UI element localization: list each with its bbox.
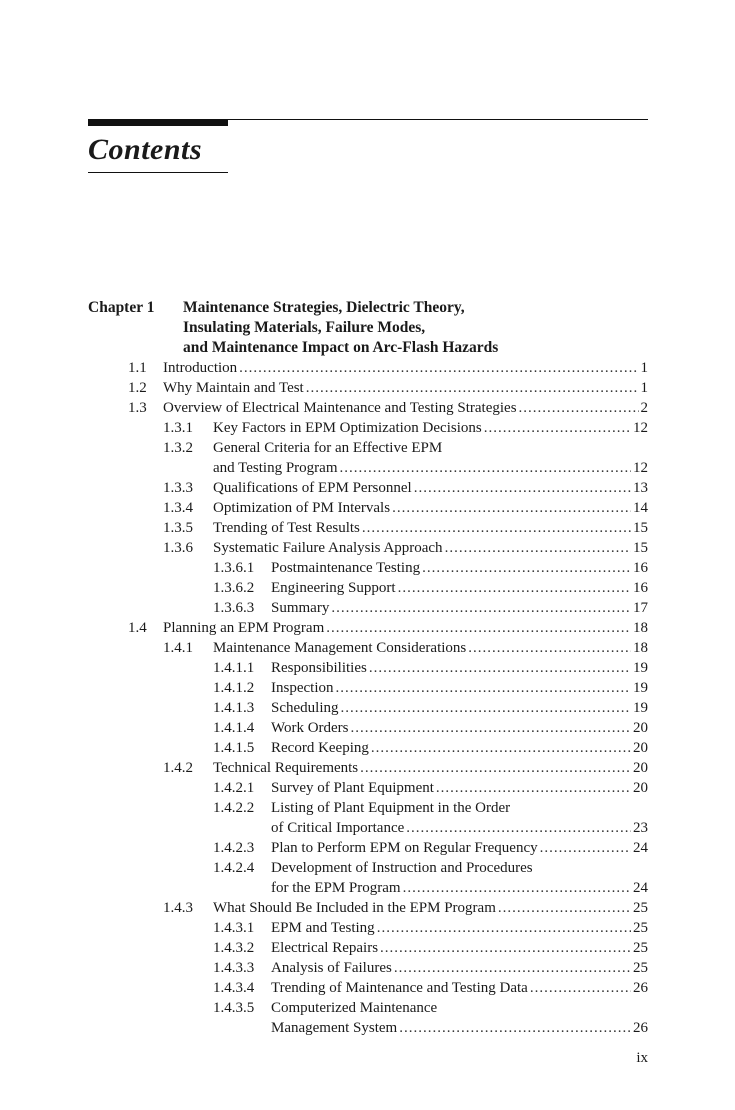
toc-entry-number: 1.4.2.3 — [213, 840, 255, 856]
toc-entry[interactable] — [0, 418, 735, 438]
toc-entry-page[interactable]: 16 — [633, 560, 648, 576]
toc-entry-title[interactable]: Trending of Test Results — [213, 520, 360, 536]
dot-leader — [399, 1018, 631, 1038]
toc-entry-title[interactable]: Responsibilities — [271, 660, 367, 676]
toc-entry[interactable] — [0, 1018, 735, 1038]
title-underline — [88, 172, 228, 173]
toc-entry-number: 1.4.3.4 — [213, 980, 255, 996]
toc-entry-line — [213, 758, 648, 778]
toc-entry-page[interactable]: 24 — [633, 880, 648, 896]
dot-leader — [360, 758, 631, 778]
toc-entry[interactable] — [0, 738, 735, 758]
dot-leader — [394, 958, 631, 978]
dot-leader — [306, 378, 639, 398]
dot-leader — [362, 518, 631, 538]
toc-entry[interactable] — [0, 778, 735, 798]
dot-leader — [484, 418, 631, 438]
toc-entry[interactable] — [0, 698, 735, 718]
toc-entry-page[interactable]: 24 — [633, 840, 648, 856]
toc-entry-page[interactable]: 12 — [633, 460, 648, 476]
dot-leader — [468, 638, 631, 658]
toc-entry-line — [163, 378, 648, 398]
top-rule-accent — [88, 119, 228, 126]
toc-entry[interactable] — [0, 558, 735, 578]
toc-entry[interactable] — [0, 898, 735, 918]
toc-entry-page[interactable]: 18 — [633, 640, 648, 656]
toc-entry-number: 1.4.3.5 — [213, 1000, 255, 1016]
toc-entry-title[interactable]: Scheduling — [271, 700, 339, 716]
toc-entry-line — [271, 978, 648, 998]
chapter-title-line: Maintenance Strategies, Dielectric Theory, — [183, 299, 465, 316]
dot-leader — [239, 358, 638, 378]
toc-entry-page[interactable]: 19 — [633, 680, 648, 696]
toc-entry[interactable] — [0, 518, 735, 538]
toc-entry-line — [213, 518, 648, 538]
dot-leader — [380, 938, 631, 958]
toc-entry-number: 1.4.2.2 — [213, 800, 255, 816]
toc-entry[interactable] — [0, 438, 735, 458]
toc-entry-line — [213, 418, 648, 438]
toc-entry-number: 1.4.3 — [163, 900, 193, 916]
toc-entry-page[interactable]: 25 — [633, 900, 648, 916]
toc-entry[interactable] — [0, 758, 735, 778]
toc-entry-title[interactable]: Optimization of PM Intervals — [213, 500, 391, 516]
toc-entry-line — [271, 938, 648, 958]
toc-entry-number: 1.3.6.3 — [213, 600, 255, 616]
dot-leader — [436, 778, 631, 798]
dot-leader — [341, 698, 632, 718]
toc-entry[interactable] — [0, 498, 735, 518]
toc-entry-line — [213, 458, 648, 478]
toc-entry[interactable] — [0, 678, 735, 698]
dot-leader — [335, 678, 631, 698]
toc-entry-number: 1.4.2 — [163, 760, 193, 776]
toc-entry-number: 1.4.2.4 — [213, 860, 255, 876]
toc-entry[interactable] — [0, 998, 735, 1018]
toc-entry-page[interactable]: 14 — [633, 500, 648, 516]
toc-entry-number: 1.4 — [128, 620, 147, 636]
toc-entry-line — [271, 838, 648, 858]
toc-entry-line — [213, 638, 648, 658]
toc-entry-title[interactable]: Listing of Plant Equipment in the Order — [271, 800, 511, 816]
toc-entry[interactable] — [0, 398, 735, 418]
toc-entry[interactable] — [0, 958, 735, 978]
toc-entry-title[interactable]: Electrical Repairs — [271, 940, 379, 956]
toc-entry[interactable] — [0, 718, 735, 738]
toc-entry-line — [271, 698, 648, 718]
toc-entry[interactable] — [0, 618, 735, 638]
toc-entry[interactable] — [0, 378, 735, 398]
toc-entry-number: 1.3.6 — [163, 540, 193, 556]
toc-entry-title[interactable]: Summary — [271, 600, 330, 616]
dot-leader — [369, 658, 631, 678]
dot-leader — [422, 558, 631, 578]
toc-entry-title[interactable]: General Criteria for an Effective EPM — [213, 440, 443, 456]
toc-entry-page[interactable]: 20 — [633, 720, 648, 736]
toc-entry-title[interactable]: What Should Be Included in the EPM Program — [213, 900, 496, 916]
dot-leader — [445, 538, 631, 558]
toc-entry-title[interactable]: Planning an EPM Program — [163, 620, 325, 636]
toc-entry-page[interactable]: 2 — [640, 400, 648, 416]
toc-entry-number: 1.4.3.3 — [213, 960, 255, 976]
dot-leader — [371, 738, 631, 758]
toc-entry-page[interactable]: 26 — [633, 980, 648, 996]
dot-leader — [392, 498, 631, 518]
toc-entry-title[interactable]: Analysis of Failures — [271, 960, 392, 976]
toc-entry-number: 1.3.6.2 — [213, 580, 255, 596]
toc-entry-page[interactable]: 25 — [633, 920, 648, 936]
toc-entry-page[interactable]: 17 — [633, 600, 648, 616]
toc-entry-title[interactable]: Overview of Electrical Maintenance and Testing Strategies — [163, 400, 517, 416]
toc-entry-line — [271, 558, 648, 578]
toc-entry-number: 1.4.3.1 — [213, 920, 255, 936]
toc-entry-line — [271, 598, 648, 618]
toc-entry-line — [271, 878, 648, 898]
toc-entry-page[interactable]: 19 — [633, 700, 648, 716]
toc-entry[interactable] — [0, 458, 735, 478]
toc-entry-page[interactable]: 25 — [633, 940, 648, 956]
toc-entry-title[interactable]: Development of Instruction and Procedures — [271, 860, 533, 876]
toc-entry-line — [271, 918, 648, 938]
chapter-title-line: and Maintenance Impact on Arc-Flash Hazards — [183, 339, 499, 356]
toc-entry-number: 1.4.2.1 — [213, 780, 255, 796]
toc-entry-number: 1.3 — [128, 400, 147, 416]
toc-entry-number: 1.3.2 — [163, 440, 193, 456]
toc-entry[interactable] — [0, 798, 735, 818]
toc-entry[interactable] — [0, 838, 735, 858]
toc-entry-number: 1.1 — [128, 360, 147, 376]
dot-leader — [351, 718, 631, 738]
chapter-title — [183, 298, 623, 358]
toc-entry-number: 1.4.1.3 — [213, 700, 255, 716]
page-number: ix — [636, 1050, 648, 1066]
toc-entry-title[interactable]: Trending of Maintenance and Testing Data — [271, 980, 528, 996]
toc-entry-page[interactable]: 12 — [633, 420, 648, 436]
toc-entry-line — [213, 898, 648, 918]
toc-entry-line — [271, 738, 648, 758]
toc-entry-title[interactable]: Record Keeping — [271, 740, 369, 756]
dot-leader — [326, 618, 631, 638]
toc-entry-page[interactable]: 20 — [633, 740, 648, 756]
toc-entry[interactable] — [0, 478, 735, 498]
dot-leader — [398, 578, 631, 598]
toc-entry-line — [163, 398, 648, 418]
toc-entry-line — [271, 678, 648, 698]
toc-entry-line — [271, 818, 648, 838]
toc-entry-page[interactable]: 26 — [633, 1020, 648, 1036]
toc-entry-title[interactable]: Work Orders — [271, 720, 349, 736]
toc-entry-number: 1.4.1 — [163, 640, 193, 656]
toc-entry-number: 1.4.1.2 — [213, 680, 255, 696]
toc-entry[interactable] — [0, 598, 735, 618]
chapter-label: Chapter 1 — [88, 299, 155, 316]
dot-leader — [414, 478, 631, 498]
dot-leader — [519, 398, 639, 418]
toc-entry-title[interactable]: of Critical Importance — [271, 820, 405, 836]
chapter-title-line: Insulating Materials, Failure Modes, — [183, 319, 426, 336]
toc-entry-page[interactable]: 20 — [633, 760, 648, 776]
toc-entry[interactable] — [0, 978, 735, 998]
toc-entry-title[interactable]: Why Maintain and Test — [163, 380, 304, 396]
toc-entry-line — [213, 538, 648, 558]
toc-entry-line — [163, 618, 648, 638]
dot-leader — [403, 878, 631, 898]
toc-entry-number: 1.4.1.1 — [213, 660, 255, 676]
toc-entry[interactable] — [0, 538, 735, 558]
dot-leader — [540, 838, 631, 858]
toc-entry-title[interactable]: Postmaintenance Testing — [271, 560, 421, 576]
toc-entry-number: 1.3.3 — [163, 480, 193, 496]
toc-entry-number: 1.4.1.4 — [213, 720, 255, 736]
toc-entry-title[interactable]: Management System — [271, 1020, 398, 1036]
toc-entry-title[interactable]: Inspection — [271, 680, 334, 696]
toc-entry-title[interactable]: Systematic Failure Analysis Approach — [213, 540, 443, 556]
toc-entry-line — [271, 1018, 648, 1038]
toc-entry-page[interactable]: 15 — [633, 520, 648, 536]
toc-entry-title[interactable]: Survey of Plant Equipment — [271, 780, 434, 796]
toc-entry-number: 1.2 — [128, 380, 147, 396]
toc-entry-title[interactable]: EPM and Testing — [271, 920, 375, 936]
dot-leader — [406, 818, 631, 838]
toc-entry-title[interactable]: Maintenance Management Considerations — [213, 640, 467, 656]
toc-entry-number: 1.3.4 — [163, 500, 193, 516]
toc-entry-page[interactable]: 15 — [633, 540, 648, 556]
toc-entry-page[interactable]: 13 — [633, 480, 648, 496]
toc-entry[interactable] — [0, 938, 735, 958]
toc-entry-line — [271, 658, 648, 678]
toc-entry-title[interactable]: Engineering Support — [271, 580, 396, 596]
toc-entry-title[interactable]: Technical Requirements — [213, 760, 359, 776]
toc-entry-title[interactable]: for the EPM Program — [271, 880, 401, 896]
toc-entry-number: 1.4.1.5 — [213, 740, 255, 756]
toc-entry-page[interactable]: 1 — [640, 380, 648, 396]
toc-entry-page[interactable]: 23 — [633, 820, 648, 836]
toc-entry-title[interactable]: Plan to Perform EPM on Regular Frequency — [271, 840, 538, 856]
toc-entry[interactable] — [0, 878, 735, 898]
toc-entry-page[interactable]: 1 — [640, 360, 648, 376]
toc-entry-number: 1.3.1 — [163, 420, 193, 436]
toc-entry-title[interactable]: Introduction — [163, 360, 238, 376]
page-title: Contents — [88, 133, 203, 166]
toc-entry-line — [271, 958, 648, 978]
toc-entry-line — [271, 578, 648, 598]
toc-entry-page[interactable]: 16 — [633, 580, 648, 596]
toc-entry-number: 1.3.5 — [163, 520, 193, 536]
toc-entry-number: 1.3.6.1 — [213, 560, 255, 576]
toc-entry-title[interactable]: Key Factors in EPM Optimization Decisions — [213, 420, 482, 436]
toc-entry-page[interactable]: 19 — [633, 660, 648, 676]
toc-entry-line — [271, 718, 648, 738]
dot-leader — [331, 598, 631, 618]
toc-entry-page[interactable]: 25 — [633, 960, 648, 976]
toc-entry[interactable] — [0, 858, 735, 878]
toc-entry[interactable] — [0, 658, 735, 678]
toc-entry-number: 1.4.3.2 — [213, 940, 255, 956]
toc-entry[interactable] — [0, 918, 735, 938]
toc-entry-page[interactable]: 20 — [633, 780, 648, 796]
dot-leader — [377, 918, 631, 938]
toc-entry-line — [163, 358, 648, 378]
toc-entry-page[interactable]: 18 — [633, 620, 648, 636]
toc-entry[interactable] — [0, 578, 735, 598]
toc-entry[interactable] — [0, 358, 735, 378]
toc-entry[interactable] — [0, 818, 735, 838]
toc-entry[interactable] — [0, 638, 735, 658]
toc-entry-line — [271, 778, 648, 798]
toc-entry-title[interactable]: Qualifications of EPM Personnel — [213, 480, 412, 496]
toc-entry-title[interactable]: Computerized Maintenance — [271, 1000, 438, 1016]
dot-leader — [530, 978, 631, 998]
toc-entry-line — [213, 498, 648, 518]
dot-leader — [340, 458, 632, 478]
dot-leader — [498, 898, 631, 918]
toc-entry-line — [213, 478, 648, 498]
toc-entry-title[interactable]: and Testing Program — [213, 460, 338, 476]
